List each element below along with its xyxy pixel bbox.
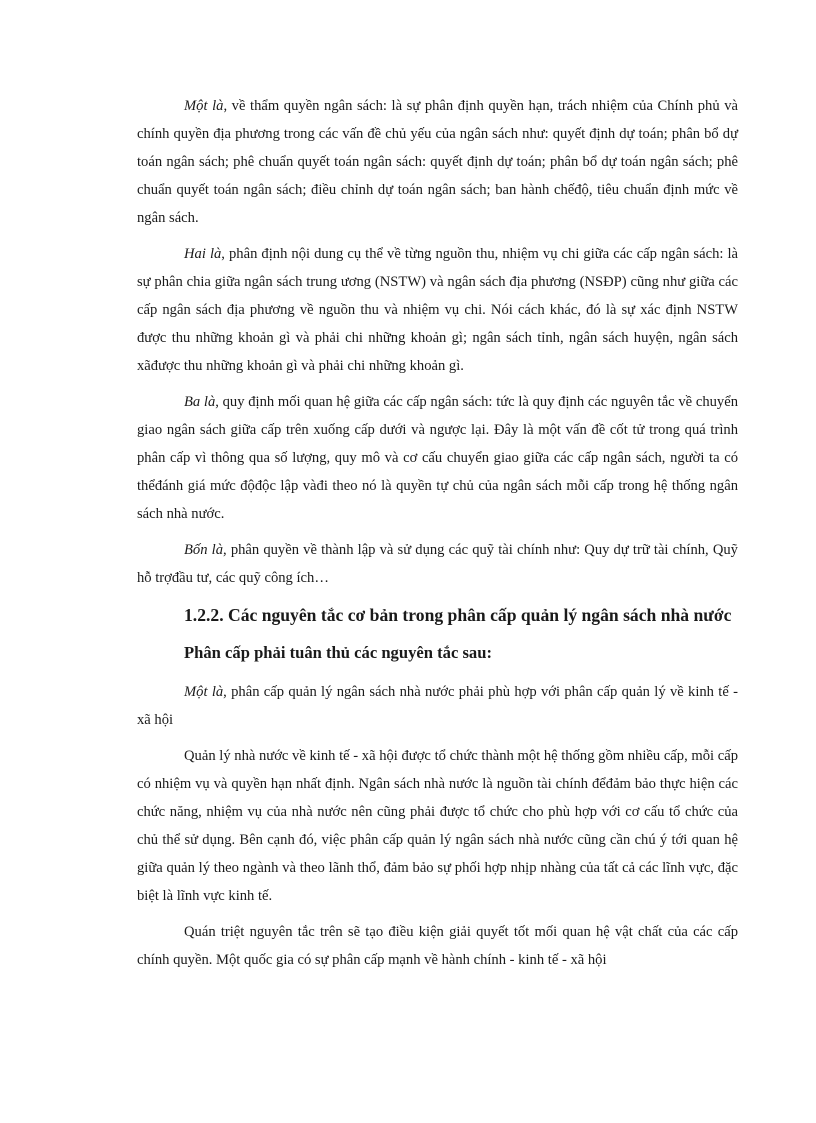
paragraph-3-lead: Ba là [184, 394, 216, 410]
paragraph-4-lead: Bốn là [184, 542, 224, 558]
paragraph-3 [137, 388, 738, 528]
document-page [137, 92, 738, 982]
section-heading: 1.2.2. Các nguyên tắc cơ bản trong phân cấp quản lý ngân sách nhà nước [184, 605, 732, 625]
paragraph-4 [137, 536, 738, 592]
paragraph-5-text: , phân cấp quản lý ngân sách nhà nước phải phù hợp với phân cấp quản lý về kinh tế - xã hội [137, 684, 738, 728]
paragraph-5 [137, 678, 738, 734]
paragraph-6: Quản lý nhà nước về kinh tế - xã hội được tổ chức thành một hệ thống gồm nhiều cấp, mỗi cấp có nhiệm vụ và quyền hạn nhất định. Ngân sách nhà nước là nguồn tài chính đểđảm bảo thực hiện các chức năng, nhiệm vụ của nhà nước nên cũng phải được tổ chức cho phù hợp với cơ cấu tổ chức của chủ thể sử dụng. Bên cạnh đó, việc phân cấp quản lý ngân sách nhà nước cũng cần chú ý tới quan hệ giữa quản lý theo ngành và theo lãnh thổ, đảm bảo sự phối hợp nhịp nhàng của tất cả các lĩnh vực, đặc biệt là lĩnh vực kinh tế. [137, 748, 738, 904]
paragraph-1 [137, 92, 738, 232]
paragraph-2-text: , phân định nội dung cụ thể về từng nguồn thu, nhiệm vụ chi giữa các cấp ngân sách: là sự phân chia giữa ngân sách trung ương (NSTW) và ngân sách địa phương (NSĐP) cũng như giữa các cấp ngân sách địa phương về nguồn thu và nhiệm vụ chi. Nói cách khác, đó là sự xác định NSTW được thu những khoản gì và phải chi những khoản gì; ngân sách tỉnh, ngân sách huyện, ngân sách xãđược thu những khoản gì và phải chi những khoản gì. [137, 246, 738, 374]
section-subheading: Phân cấp phải tuân thủ các nguyên tắc sau: [184, 643, 492, 662]
paragraph-2-lead: Hai là [184, 246, 222, 262]
paragraph-3-text: , quy định mối quan hệ giữa các cấp ngân sách: tức là quy định các nguyên tắc về chuyển giao ngân sách giữa cấp trên xuống cấp dưới và ngược lại. Đây là một vấn đề cốt tử trong quá trình phân cấp vì thông qua số lượng, quy mô và cơ cấu chuyển giao giữa các cấp ngân sách, người ta có thểđánh giá mức độđộc lập vàđi theo nó là quyền tự chủ của ngân sách mỗi cấp trong hệ thống ngân sách nhà nước. [137, 394, 738, 522]
paragraph-7: Quán triệt nguyên tắc trên sẽ tạo điều kiện giải quyết tốt mối quan hệ vật chất của các cấp chính quyền. Một quốc gia có sự phân cấp mạnh về hành chính - kinh tế - xã hội [137, 924, 738, 968]
paragraph-5-lead: Một là [184, 684, 224, 700]
paragraph-4-text: , phân quyền về thành lập và sử dụng các quỹ tài chính như: Quy dự trữ tài chính, Quỹ hỗ trợđầu tư, các quỹ công ích… [137, 542, 738, 586]
paragraph-1-text: , về thẩm quyền ngân sách: là sự phân định quyền hạn, trách nhiệm của Chính phủ và chính quyền địa phương trong các vấn đề chủ yếu của ngân sách như: quyết định dự toán; phân bổ dự toán ngân sách; phê chuẩn quyết toán ngân sách: quyết định dự toán; phân bổ dự toán ngân sách; phê chuẩn quyết toán ngân sách; điều chỉnh dự toán ngân sách; ban hành chếđộ, tiêu chuẩn định mức về ngân sách. [137, 98, 739, 226]
paragraph-1-lead: Một là [184, 98, 224, 114]
paragraph-2 [137, 240, 738, 380]
